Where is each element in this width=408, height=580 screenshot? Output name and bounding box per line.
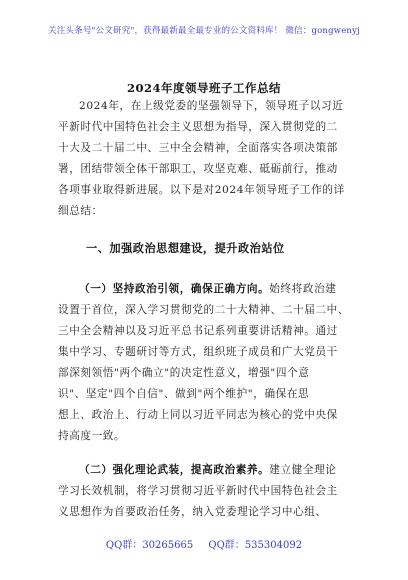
body-line: 部深刻领悟"两个确立"的决定性意义，增强"四个意 — [58, 367, 310, 379]
subsection-1-text: 始终将政治建 — [269, 283, 337, 295]
intro-paragraph — [58, 96, 358, 222]
top-banner: 关注头条号"公文研究"，获得最新最全最专业的公文资料库！ 微信：gongwenyj — [48, 26, 360, 36]
subsection-2-paragraph — [58, 460, 358, 523]
subsection-2-text: 建立健全理论 — [269, 464, 337, 476]
section-heading: 一、加强政治思想建设，提升政治站位 — [86, 241, 285, 255]
intro-line: 2024年，在上级党委的坚强领导下，领导班子以习近 — [79, 100, 344, 112]
document-title: 2024年度领导班子工作总结 — [126, 81, 281, 95]
intro-line: 平新时代中国特色社会主义思想为指导，深入贯彻党的二 — [58, 121, 338, 133]
subsection-1-heading: （一）坚持政治引领，确保正确方向。 — [79, 283, 270, 295]
subsection-2-heading: （二）强化理论武装，提高政治素养。 — [79, 464, 270, 476]
intro-line: 细总结： — [58, 205, 103, 217]
qq-group-1: QQ群：30265665 — [105, 540, 194, 551]
subsection-1-first-line — [58, 279, 358, 300]
body-line: 义思想作为首要政治任务，纳入党委理论学习中心组、 — [58, 506, 327, 518]
subsection-1-paragraph — [58, 279, 358, 447]
body-line: 持高度一致。 — [58, 430, 126, 442]
qq-group-2: QQ群：535304092 — [208, 540, 303, 551]
subsection-2-first-line — [58, 460, 358, 481]
body-line: 想上、政治上、行动上同以习近平同志为核心的党中央保 — [58, 409, 338, 421]
intro-line: 署，团结带领全体干部职工，攻坚克难、砥砺前行，推动 — [58, 163, 338, 175]
body-line: 识"、坚定"四个自信"、做到"两个维护"，确保在思 — [58, 388, 310, 400]
intro-line: 各项事业取得新进展。以下是对2024年领导班子工作的详 — [58, 184, 345, 196]
intro-line: 十大及二十届二中、三中全会精神，全面落实各项决策部 — [58, 142, 338, 154]
body-line: 三中全会精神以及习近平总书记系列重要讲话精神。通过 — [58, 325, 338, 337]
body-line: 设置于首位，深入学习贯彻党的二十大精神、二十届二中、 — [58, 304, 350, 316]
body-line: 学习长效机制，将学习贯彻习近平新时代中国特色社会主 — [58, 485, 338, 497]
body-line: 集中学习、专题研讨等方式，组织班子成员和广大党员干 — [58, 346, 338, 358]
footer-contact — [0, 536, 408, 551]
